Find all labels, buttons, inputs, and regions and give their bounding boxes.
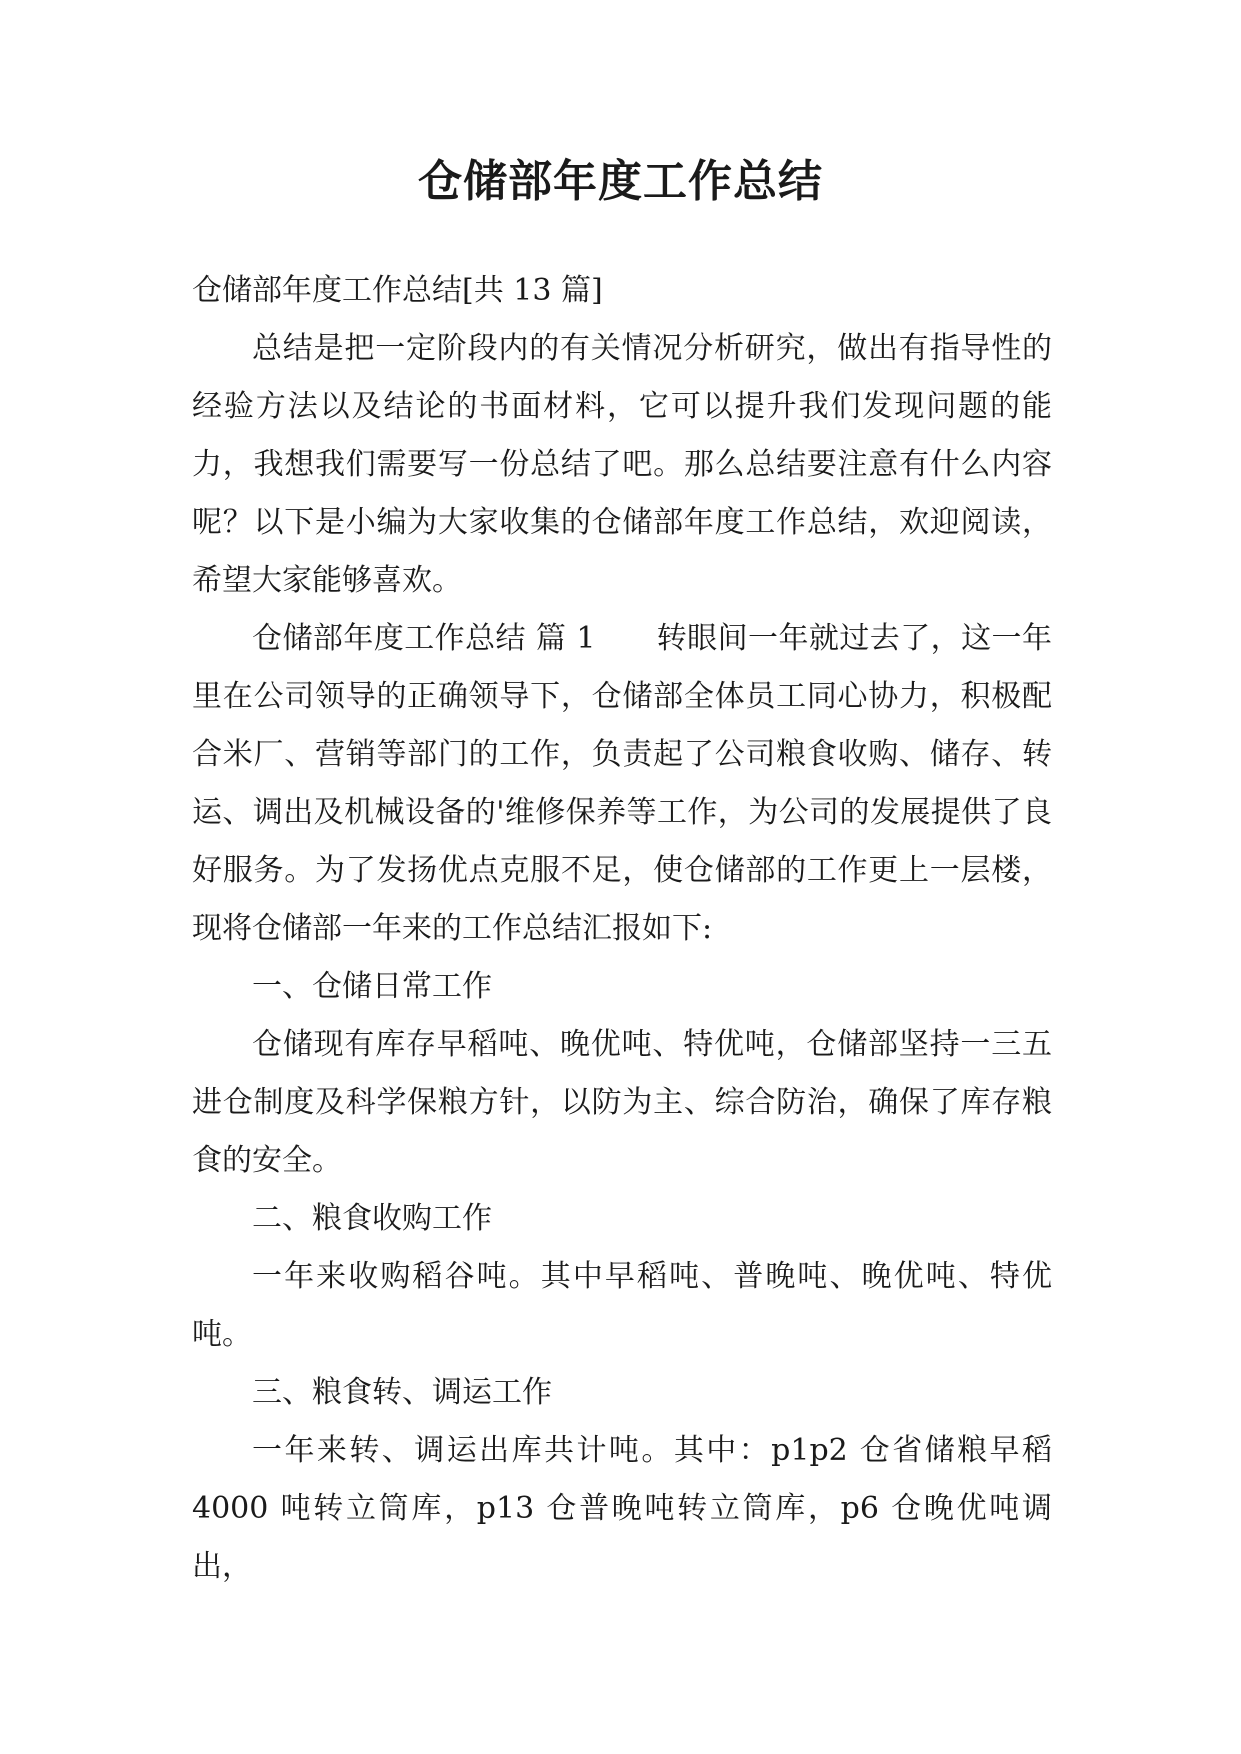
- document-subtitle: 仓储部年度工作总结[共 13 篇]: [192, 273, 603, 308]
- intro-paragraph: 总结是把一定阶段内的有关情况分析研究，做出有指导性的经验方法以及结论的书面材料，它可以提升我们发现问题的能力，我想我们需要写一份总结了吧。那么总结要注意有什么内容呢？以下是小编为大家收集的仓储部年度工作总结，欢迎阅读，希望大家能够喜欢。: [192, 331, 1052, 598]
- part1-opening-paragraph: 仓储部年度工作总结 篇 1 转眼间一年就过去了，这一年里在公司领导的正确领导下，仓储部全体员工同心协力，积极配合米厂、营销等部门的工作，负责起了公司粮食收购、储存、转运、调出及机械设备的'维修保养等工作，为公司的发展提供了良好服务。为了发扬优点克服不足，使仓储部的工作更上一层楼，现将仓储部一年来的工作总结汇报如下:: [192, 621, 1052, 946]
- grain-purchase-paragraph: 一年来收购稻谷吨。其中早稻吨、普晚吨、晚优吨、特优吨。: [192, 1259, 1052, 1352]
- section-heading-grain-purchase: 二、粮食收购工作: [252, 1201, 492, 1236]
- document-body: [192, 262, 1052, 1596]
- daily-storage-paragraph: 仓储现有库存早稻吨、晚优吨、特优吨，仓储部坚持一三五进仓制度及科学保粮方针，以防为主、综合防治，确保了库存粮食的安全。: [192, 1027, 1052, 1178]
- grain-transfer-paragraph: 一年来转、调运出库共计吨。其中：p1p2 仓省储粮早稻 4000 吨转立筒库，p13 仓普晚吨转立筒库，p6 仓晚优吨调出，: [192, 1433, 1052, 1584]
- section-heading-daily-storage: 一、仓储日常工作: [252, 969, 492, 1004]
- section-heading-grain-transfer: 三、粮食转、调运工作: [252, 1375, 552, 1410]
- document-title: 仓储部年度工作总结: [418, 156, 823, 207]
